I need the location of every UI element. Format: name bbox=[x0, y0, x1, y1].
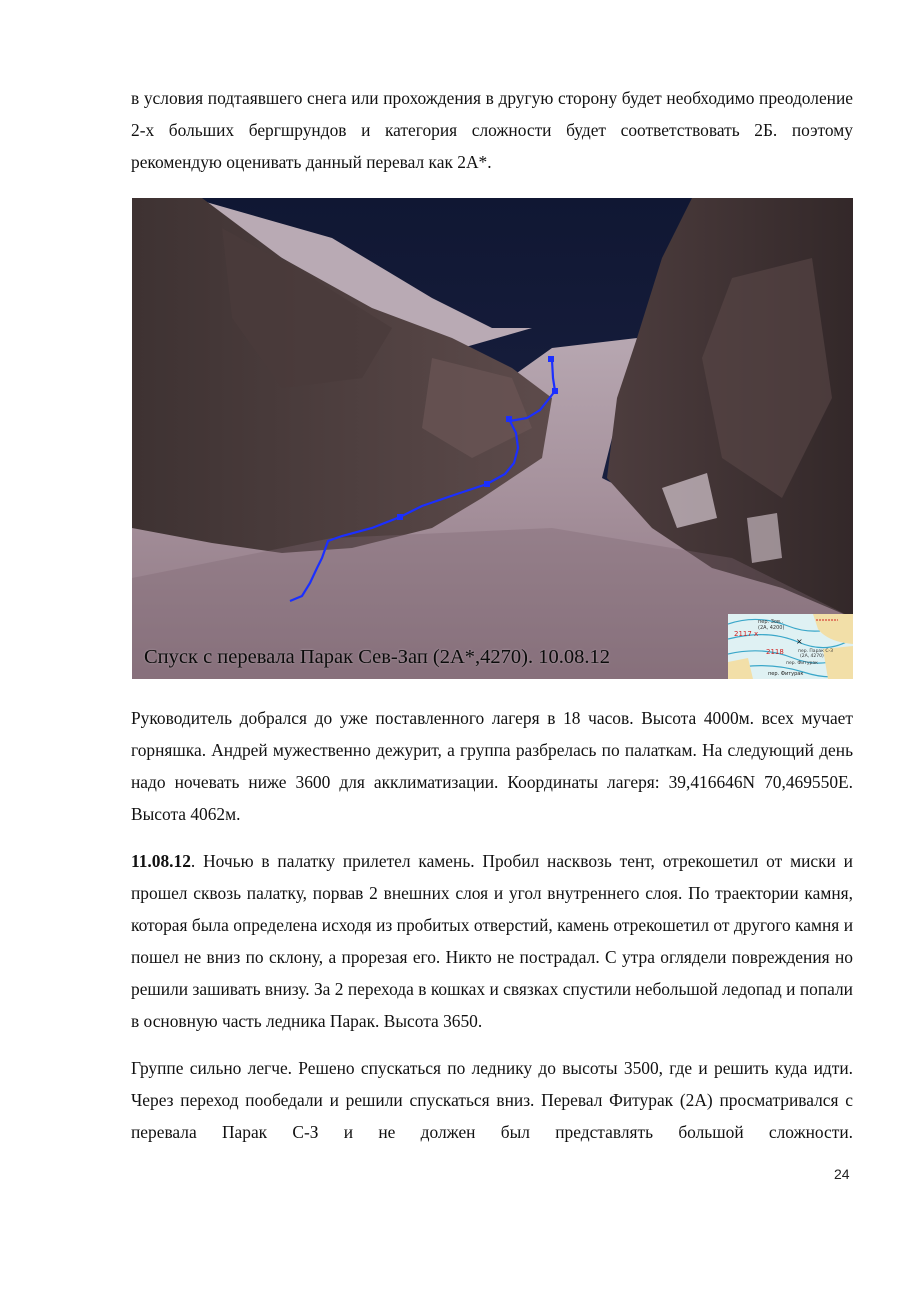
photo-caption: Спуск с перевала Парак Сев-Зап (2А*,4270). 10.08.12 bbox=[144, 646, 611, 668]
inset-marker: × bbox=[796, 637, 803, 646]
photo-pass-descent bbox=[132, 198, 853, 679]
route-waypoint bbox=[506, 416, 512, 422]
inset-label: пер. Зов.. bbox=[758, 619, 784, 625]
route-waypoint bbox=[552, 388, 558, 394]
inset-label: пер. Фитурак bbox=[786, 661, 818, 666]
inset-label: 2118 bbox=[766, 648, 784, 656]
page-number: 24 bbox=[834, 1166, 850, 1182]
date-heading: 11.08.12 bbox=[131, 851, 191, 871]
inset-label: 2117 х bbox=[734, 630, 759, 638]
route-waypoint bbox=[397, 514, 403, 520]
inset-label: (2А, 4270) bbox=[800, 654, 824, 659]
route-waypoint bbox=[484, 481, 490, 487]
inset-label: пер. Фитурак bbox=[768, 671, 804, 677]
paragraph-day-11-08 bbox=[131, 845, 853, 1037]
inset-label: пер. Парак С-З bbox=[798, 649, 833, 654]
mountain-photo bbox=[132, 198, 853, 679]
route-waypoint bbox=[548, 356, 554, 362]
inset-label: (2А, 4200) bbox=[758, 625, 785, 631]
inset-map-icon bbox=[728, 614, 853, 679]
paragraph-camp: Руководитель добрался до уже поставленного лагеря в 18 часов. Высота 4000м. всех мучает горняшка. Андрей мужественно дежурит, а группа разбрелась по палаткам. На следующий день надо ночевать ниже 3600 для акклиматизации. Координаты лагеря: 39,416646N 70,469550E. Высота 4062м. bbox=[131, 708, 853, 824]
paragraph-text: . Ночью в палатку прилетел камень. Пробил насквозь тент, отрекошетил от миски и прошел сквозь палатку, порвав 2 внешних слоя и угол внутреннего слоя. По траектории камня, которая была определена исходя из пробитых отверстий, камень отрекошетил от другого камня и пошел не вниз по склону, а прорезая его. Никто не пострадал. С утра оглядели повреждения но решили зашивать внизу. За 2 перехода в кошках и связках спустили небольшой ледопад и попали в основную часть ледника Парак. Высота 3650. bbox=[131, 851, 853, 1031]
paragraph-intro: в условия подтаявшего снега или прохождения в другую сторону будет необходимо преодоление 2-х больших бергшрундов и категория сложности будет соответствовать 2Б. поэтому рекомендую оценивать данный перевал как 2А*. bbox=[131, 88, 853, 172]
paragraph-descent: Группе сильно легче. Решено спускаться по леднику до высоты 3500, где и решить куда идти. Через переход пообедали и решили спускаться вниз. Перевал Фитурак (2А) просматривался с перевала Парак С-З и не должен был представлять большой сложности. bbox=[131, 1058, 853, 1142]
